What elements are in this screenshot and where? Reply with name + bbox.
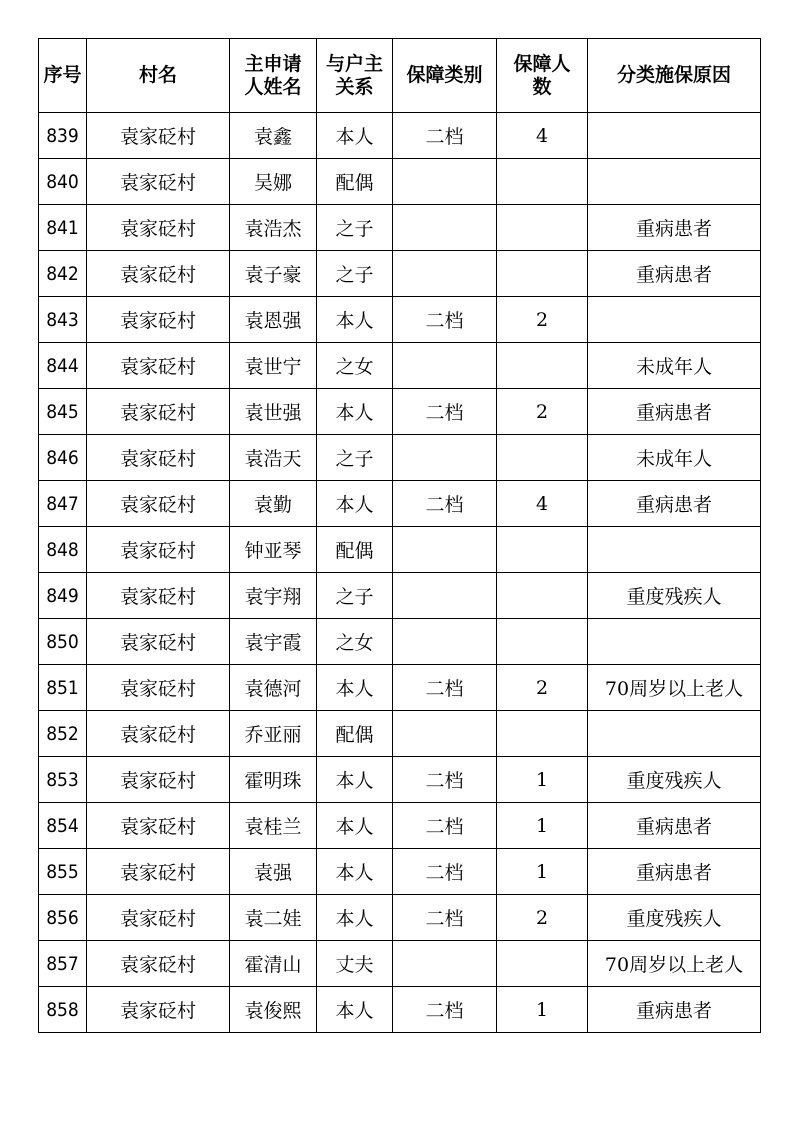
- cell-category: 二档: [393, 297, 497, 343]
- cell-applicant-name: 霍明珠: [230, 757, 317, 803]
- cell-reason: [588, 159, 761, 205]
- header-seq: 序号: [39, 39, 87, 113]
- cell-relation: 之子: [317, 435, 393, 481]
- cell-relation: 本人: [317, 297, 393, 343]
- cell-reason: 重病患者: [588, 481, 761, 527]
- cell-village: 袁家砭村: [87, 573, 230, 619]
- cell-category: [393, 711, 497, 757]
- cell-category: [393, 435, 497, 481]
- cell-count: 2: [497, 895, 588, 941]
- cell-relation: 本人: [317, 481, 393, 527]
- cell-category: 二档: [393, 481, 497, 527]
- cell-applicant-name: 袁桂兰: [230, 803, 317, 849]
- cell-category: [393, 941, 497, 987]
- cell-category: 二档: [393, 665, 497, 711]
- cell-category: 二档: [393, 895, 497, 941]
- cell-village: 袁家砭村: [87, 159, 230, 205]
- cell-village: 袁家砭村: [87, 941, 230, 987]
- cell-reason: 重病患者: [588, 251, 761, 297]
- cell-relation: 之子: [317, 205, 393, 251]
- cell-applicant-name: 袁鑫: [230, 113, 317, 159]
- cell-count: [497, 941, 588, 987]
- table-row: [39, 711, 761, 757]
- cell-count: 2: [497, 297, 588, 343]
- cell-category: [393, 251, 497, 297]
- cell-reason: 重病患者: [588, 987, 761, 1033]
- cell-applicant-name: 袁勤: [230, 481, 317, 527]
- table-row: [39, 527, 761, 573]
- cell-applicant-name: 袁世强: [230, 389, 317, 435]
- table-header: [39, 39, 761, 113]
- cell-count: 1: [497, 757, 588, 803]
- table-row: [39, 481, 761, 527]
- cell-count: 1: [497, 803, 588, 849]
- cell-reason: 未成年人: [588, 343, 761, 389]
- cell-reason: 重度残疾人: [588, 573, 761, 619]
- header-village: 村名: [87, 39, 230, 113]
- cell-reason: 重病患者: [588, 803, 761, 849]
- cell-count: 1: [497, 849, 588, 895]
- cell-relation: 本人: [317, 987, 393, 1033]
- cell-seq: 858: [39, 987, 87, 1033]
- cell-count: [497, 205, 588, 251]
- cell-applicant-name: 袁恩强: [230, 297, 317, 343]
- header-applicant: 主申请 人姓名: [230, 39, 317, 113]
- cell-seq: 843: [39, 297, 87, 343]
- cell-reason: [588, 297, 761, 343]
- cell-seq: 847: [39, 481, 87, 527]
- cell-village: 袁家砭村: [87, 343, 230, 389]
- cell-applicant-name: 袁浩天: [230, 435, 317, 481]
- cell-category: 二档: [393, 113, 497, 159]
- cell-reason: [588, 619, 761, 665]
- table-row: [39, 113, 761, 159]
- cell-seq: 844: [39, 343, 87, 389]
- cell-reason: 70周岁以上老人: [588, 665, 761, 711]
- cell-count: [497, 711, 588, 757]
- cell-category: 二档: [393, 803, 497, 849]
- cell-count: 2: [497, 665, 588, 711]
- cell-seq: 856: [39, 895, 87, 941]
- cell-village: 袁家砭村: [87, 711, 230, 757]
- cell-seq: 849: [39, 573, 87, 619]
- table-row: [39, 619, 761, 665]
- cell-count: [497, 435, 588, 481]
- cell-count: [497, 527, 588, 573]
- cell-seq: 851: [39, 665, 87, 711]
- cell-village: 袁家砭村: [87, 849, 230, 895]
- cell-village: 袁家砭村: [87, 297, 230, 343]
- cell-applicant-name: 袁宇霞: [230, 619, 317, 665]
- cell-relation: 配偶: [317, 527, 393, 573]
- cell-seq: 854: [39, 803, 87, 849]
- cell-category: 二档: [393, 849, 497, 895]
- cell-reason: 70周岁以上老人: [588, 941, 761, 987]
- cell-applicant-name: 乔亚丽: [230, 711, 317, 757]
- cell-applicant-name: 钟亚琴: [230, 527, 317, 573]
- header-relation: 与户主 关系: [317, 39, 393, 113]
- cell-seq: 840: [39, 159, 87, 205]
- cell-count: [497, 159, 588, 205]
- cell-relation: 配偶: [317, 711, 393, 757]
- cell-applicant-name: 袁俊熙: [230, 987, 317, 1033]
- cell-village: 袁家砭村: [87, 619, 230, 665]
- cell-seq: 852: [39, 711, 87, 757]
- cell-relation: 本人: [317, 665, 393, 711]
- assistance-roster-table: [38, 38, 761, 1033]
- table-row: [39, 205, 761, 251]
- cell-category: [393, 343, 497, 389]
- cell-village: 袁家砭村: [87, 757, 230, 803]
- table-row: [39, 297, 761, 343]
- cell-village: 袁家砭村: [87, 435, 230, 481]
- cell-reason: 重度残疾人: [588, 895, 761, 941]
- cell-reason: [588, 711, 761, 757]
- cell-village: 袁家砭村: [87, 665, 230, 711]
- cell-seq: 845: [39, 389, 87, 435]
- cell-relation: 本人: [317, 895, 393, 941]
- cell-reason: 重病患者: [588, 389, 761, 435]
- cell-category: [393, 573, 497, 619]
- cell-village: 袁家砭村: [87, 481, 230, 527]
- cell-village: 袁家砭村: [87, 251, 230, 297]
- cell-count: [497, 619, 588, 665]
- cell-seq: 857: [39, 941, 87, 987]
- cell-village: 袁家砭村: [87, 987, 230, 1033]
- cell-relation: 之女: [317, 619, 393, 665]
- table-row: [39, 389, 761, 435]
- cell-relation: 丈夫: [317, 941, 393, 987]
- cell-relation: 之子: [317, 251, 393, 297]
- cell-reason: 重度残疾人: [588, 757, 761, 803]
- cell-village: 袁家砭村: [87, 113, 230, 159]
- cell-category: [393, 619, 497, 665]
- cell-count: [497, 251, 588, 297]
- cell-applicant-name: 吴娜: [230, 159, 317, 205]
- table-row: [39, 435, 761, 481]
- cell-count: [497, 343, 588, 389]
- table-row: [39, 757, 761, 803]
- cell-count: 4: [497, 481, 588, 527]
- cell-reason: 重病患者: [588, 205, 761, 251]
- cell-seq: 853: [39, 757, 87, 803]
- cell-count: [497, 573, 588, 619]
- cell-applicant-name: 袁子豪: [230, 251, 317, 297]
- table-row: [39, 573, 761, 619]
- cell-village: 袁家砭村: [87, 527, 230, 573]
- cell-applicant-name: 袁宇翔: [230, 573, 317, 619]
- cell-applicant-name: 袁强: [230, 849, 317, 895]
- cell-applicant-name: 霍清山: [230, 941, 317, 987]
- cell-seq: 855: [39, 849, 87, 895]
- table-row: [39, 665, 761, 711]
- cell-relation: 本人: [317, 757, 393, 803]
- cell-relation: 配偶: [317, 159, 393, 205]
- header-category: 保障类别: [393, 39, 497, 113]
- cell-seq: 850: [39, 619, 87, 665]
- cell-reason: 未成年人: [588, 435, 761, 481]
- cell-relation: 之子: [317, 573, 393, 619]
- cell-seq: 839: [39, 113, 87, 159]
- header-count: 保障人 数: [497, 39, 588, 113]
- table-row: [39, 159, 761, 205]
- cell-village: 袁家砭村: [87, 205, 230, 251]
- cell-reason: 重病患者: [588, 849, 761, 895]
- table-row: [39, 803, 761, 849]
- cell-category: [393, 205, 497, 251]
- cell-reason: [588, 527, 761, 573]
- cell-count: 1: [497, 987, 588, 1033]
- cell-category: [393, 159, 497, 205]
- cell-village: 袁家砭村: [87, 389, 230, 435]
- cell-relation: 本人: [317, 849, 393, 895]
- cell-applicant-name: 袁浩杰: [230, 205, 317, 251]
- cell-seq: 842: [39, 251, 87, 297]
- cell-relation: 本人: [317, 803, 393, 849]
- cell-applicant-name: 袁德河: [230, 665, 317, 711]
- cell-seq: 846: [39, 435, 87, 481]
- table-body: [39, 113, 761, 1033]
- header-reason: 分类施保原因: [588, 39, 761, 113]
- cell-reason: [588, 113, 761, 159]
- cell-relation: 之女: [317, 343, 393, 389]
- cell-seq: 848: [39, 527, 87, 573]
- cell-applicant-name: 袁二娃: [230, 895, 317, 941]
- cell-category: [393, 527, 497, 573]
- cell-count: 4: [497, 113, 588, 159]
- cell-relation: 本人: [317, 389, 393, 435]
- cell-category: 二档: [393, 757, 497, 803]
- cell-applicant-name: 袁世宁: [230, 343, 317, 389]
- header-row: [39, 39, 761, 113]
- table-row: [39, 895, 761, 941]
- table-row: [39, 941, 761, 987]
- table-row: [39, 343, 761, 389]
- cell-category: 二档: [393, 389, 497, 435]
- table-row: [39, 987, 761, 1033]
- cell-seq: 841: [39, 205, 87, 251]
- cell-relation: 本人: [317, 113, 393, 159]
- cell-village: 袁家砭村: [87, 895, 230, 941]
- table-row: [39, 849, 761, 895]
- table-row: [39, 251, 761, 297]
- cell-category: 二档: [393, 987, 497, 1033]
- cell-village: 袁家砭村: [87, 803, 230, 849]
- cell-count: 2: [497, 389, 588, 435]
